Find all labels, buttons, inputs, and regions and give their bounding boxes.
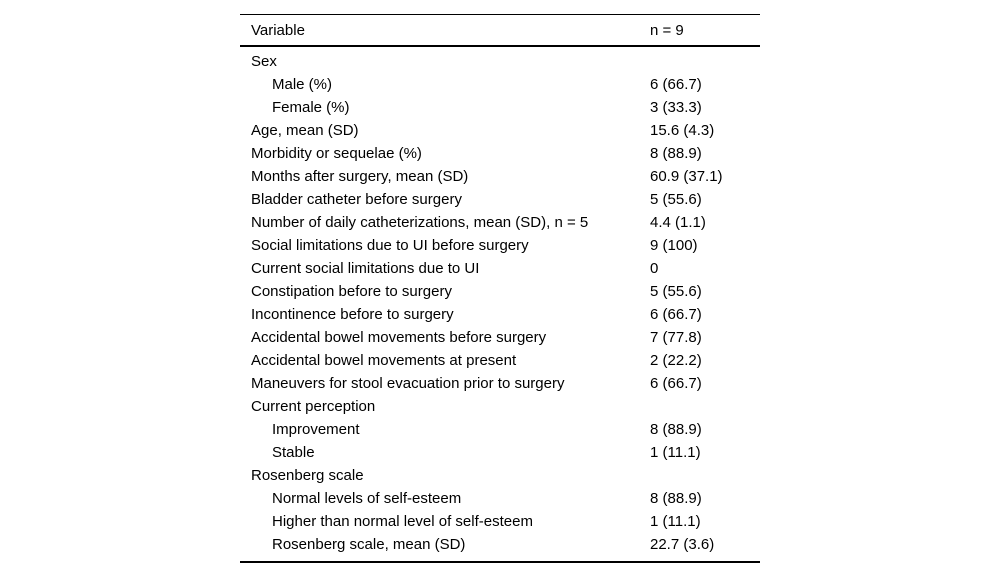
row-value: 1 (11.1) [650, 513, 701, 530]
row-label: Bladder catheter before surgery [251, 191, 462, 208]
row-value: 0 [650, 260, 659, 277]
table-row [240, 188, 760, 211]
row-label: Morbidity or sequelae (%) [251, 145, 422, 162]
row-label: Number of daily catheterizations, mean (SD), n = 5 [251, 214, 589, 231]
row-value: 1 (11.1) [650, 444, 701, 461]
row-label: Rosenberg scale [251, 467, 364, 484]
row-value: 7 (77.8) [650, 329, 702, 346]
row-label: Normal levels of self-esteem [272, 490, 462, 507]
header-n-label: n = 9 [650, 21, 684, 39]
row-label: Accidental bowel movements before surgery [251, 329, 547, 346]
table-row [240, 395, 760, 418]
row-value: 5 (55.6) [650, 191, 702, 208]
summary-table [240, 14, 760, 563]
row-label: Higher than normal level of self-esteem [272, 513, 533, 530]
table-row [240, 464, 760, 487]
row-value: 22.7 (3.6) [650, 536, 715, 553]
table-row [240, 487, 760, 510]
row-label: Maneuvers for stool evacuation prior to surgery [251, 375, 565, 392]
row-label: Accidental bowel movements at present [251, 352, 517, 369]
row-label: Age, mean (SD) [251, 122, 359, 139]
row-value: 60.9 (37.1) [650, 168, 723, 185]
row-value: 6 (66.7) [650, 306, 702, 323]
row-value: 5 (55.6) [650, 283, 702, 300]
row-label: Improvement [272, 421, 360, 438]
table-row [240, 73, 760, 96]
table-row [240, 349, 760, 372]
table-bottom-rule [240, 561, 760, 563]
table-header-row [240, 15, 760, 45]
table-row [240, 96, 760, 119]
row-value: 4.4 (1.1) [650, 214, 706, 231]
table-row [240, 326, 760, 349]
row-value: 2 (22.2) [650, 352, 702, 369]
row-label: Months after surgery, mean (SD) [251, 168, 469, 185]
table-row [240, 510, 760, 533]
row-label: Stable [272, 444, 315, 461]
row-label: Female (%) [272, 99, 350, 116]
table-row [240, 165, 760, 188]
row-label: Sex [251, 53, 277, 70]
table-row [240, 418, 760, 441]
row-label: Male (%) [272, 76, 333, 93]
table-row [240, 119, 760, 142]
table-row [240, 234, 760, 257]
row-value: 8 (88.9) [650, 490, 702, 507]
table-row [240, 142, 760, 165]
table-row [240, 211, 760, 234]
row-value: 15.6 (4.3) [650, 122, 715, 139]
table-row [240, 372, 760, 395]
row-value: 3 (33.3) [650, 99, 702, 116]
row-value: 6 (66.7) [650, 375, 702, 392]
row-label: Incontinence before to surgery [251, 306, 454, 323]
row-value: 6 (66.7) [650, 76, 702, 93]
table-row [240, 50, 760, 73]
table-row [240, 257, 760, 280]
row-label: Rosenberg scale, mean (SD) [272, 536, 466, 553]
table-row [240, 533, 760, 556]
table-row [240, 441, 760, 464]
table-row [240, 303, 760, 326]
header-variable-label: Variable [251, 21, 305, 39]
table-body [240, 47, 760, 561]
row-label: Current perception [251, 398, 376, 415]
row-value: 8 (88.9) [650, 421, 702, 438]
row-value: 8 (88.9) [650, 145, 702, 162]
row-label: Constipation before to surgery [251, 283, 452, 300]
row-label: Social limitations due to UI before surgery [251, 237, 529, 254]
row-label: Current social limitations due to UI [251, 260, 480, 277]
table-row [240, 280, 760, 303]
row-value: 9 (100) [650, 237, 698, 254]
